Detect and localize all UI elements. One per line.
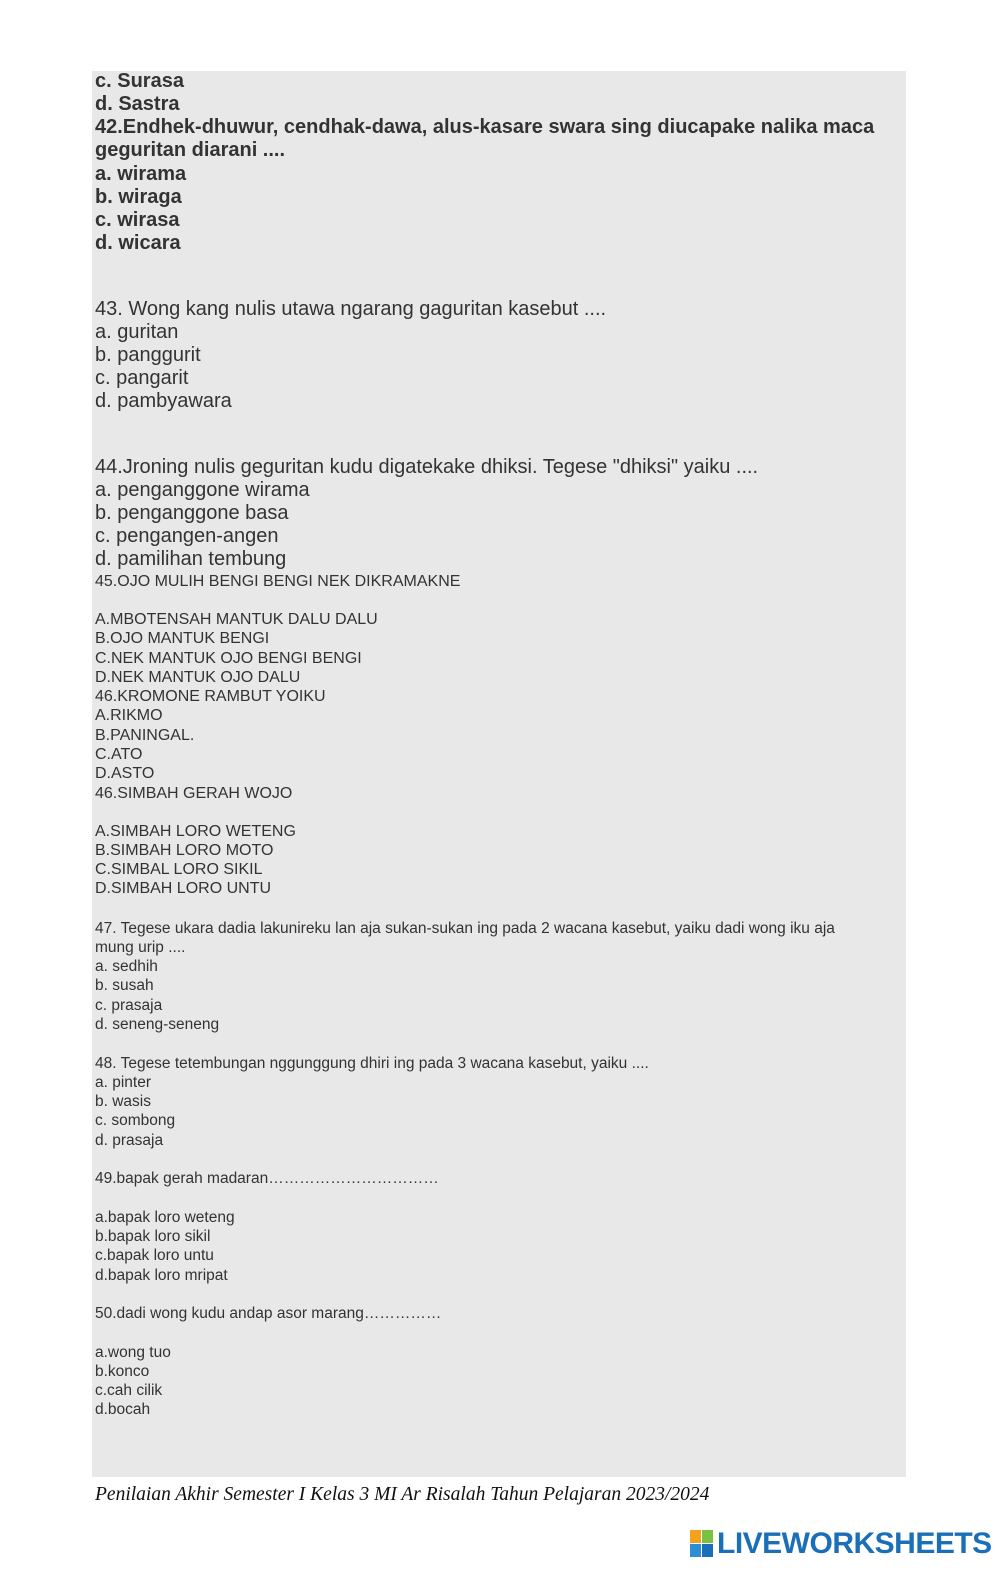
- question-line: 44.Jroning nulis geguritan kudu digatekake dhiksi. Tegese "dhiksi" yaiku ....: [95, 456, 759, 478]
- question-line: d. seneng-seneng: [95, 1016, 220, 1033]
- question-line: A.MBOTENSAH MANTUK DALU DALU: [95, 611, 378, 628]
- question-line: d. wicara: [95, 232, 181, 254]
- question-line: a.bapak loro weteng: [95, 1209, 235, 1226]
- question-line: C.SIMBAL LORO SIKIL: [95, 861, 263, 878]
- question-line: a. wirama: [95, 163, 187, 185]
- question-line: D.SIMBAH LORO UNTU: [95, 880, 272, 897]
- question-line: d.bocah: [95, 1401, 151, 1418]
- question-line: 46.SIMBAH GERAH WOJO: [95, 785, 293, 802]
- question-line: b. susah: [95, 977, 154, 994]
- question-line: a. guritan: [95, 321, 179, 343]
- question-line: 48. Tegese tetembungan nggunggung dhiri ing pada 3 wacana kasebut, yaiku ....: [95, 1055, 649, 1072]
- question-line: B.PANINGAL.: [95, 727, 195, 744]
- liveworksheets-brand[interactable]: [690, 1526, 992, 1562]
- question-line: mung urip ....: [95, 939, 186, 956]
- question-line: d. pambyawara: [95, 390, 232, 412]
- question-line: b. wasis: [95, 1093, 151, 1110]
- question-line: B.SIMBAH LORO MOTO: [95, 842, 274, 859]
- question-line: c. wirasa: [95, 209, 180, 231]
- question-line: a. sedhih: [95, 958, 158, 975]
- question-line: 42.Endhek-dhuwur, cendhak-dawa, alus-kasare swara sing diucapake nalika maca: [95, 116, 875, 138]
- question-line: c. prasaja: [95, 997, 163, 1014]
- question-line: c. pangarit: [95, 367, 189, 389]
- question-line: d. Sastra: [95, 93, 180, 115]
- page-footer: Penilaian Akhir Semester I Kelas 3 MI Ar Risalah Tahun Pelajaran 2023/2024: [95, 1484, 710, 1505]
- question-line: b. panggurit: [95, 344, 201, 366]
- question-line: 49.bapak gerah madaran……………………………: [95, 1170, 439, 1187]
- question-line: b. wiraga: [95, 186, 182, 208]
- question-line: c. pengangen-angen: [95, 525, 279, 547]
- question-line: 45.OJO MULIH BENGI BENGI NEK DIKRAMAKNE: [95, 573, 461, 590]
- question-line: c.bapak loro untu: [95, 1247, 214, 1264]
- question-line: a.wong tuo: [95, 1344, 171, 1361]
- question-line: c.cah cilik: [95, 1382, 163, 1399]
- question-line: D.ASTO: [95, 765, 155, 782]
- question-line: a. penganggone wirama: [95, 479, 310, 501]
- question-line: B.OJO MANTUK BENGI: [95, 630, 270, 647]
- question-line: A.RIKMO: [95, 707, 163, 724]
- question-line: c. Surasa: [95, 70, 184, 92]
- question-line: D.NEK MANTUK OJO DALU: [95, 669, 301, 686]
- question-line: b.konco: [95, 1363, 150, 1380]
- question-line: 43. Wong kang nulis utawa ngarang gaguritan kasebut ....: [95, 298, 607, 320]
- question-line: b.bapak loro sikil: [95, 1228, 211, 1245]
- liveworksheets-logo-icon: [690, 1530, 714, 1558]
- question-line: b. penganggone basa: [95, 502, 289, 524]
- question-line: c. sombong: [95, 1112, 176, 1129]
- question-line: 46.KROMONE RAMBUT YOIKU: [95, 688, 326, 705]
- question-line: a. pinter: [95, 1074, 152, 1091]
- question-line: d.bapak loro mripat: [95, 1267, 228, 1284]
- question-line: d. prasaja: [95, 1132, 164, 1149]
- brand-name: LIVEWORKSHEETS: [717, 1527, 992, 1560]
- question-line: C.NEK MANTUK OJO BENGI BENGI: [95, 650, 362, 667]
- question-line: 47. Tegese ukara dadia lakunireku lan aja sukan-sukan ing pada 2 wacana kasebut, yaiku dadi wong iku aja: [95, 920, 835, 937]
- question-line: d. pamilihan tembung: [95, 548, 287, 570]
- question-line: A.SIMBAH LORO WETENG: [95, 823, 296, 840]
- question-line: 50.dadi wong kudu andap asor marang……………: [95, 1305, 442, 1322]
- question-line: geguritan diarani ....: [95, 139, 286, 161]
- question-line: C.ATO: [95, 746, 143, 763]
